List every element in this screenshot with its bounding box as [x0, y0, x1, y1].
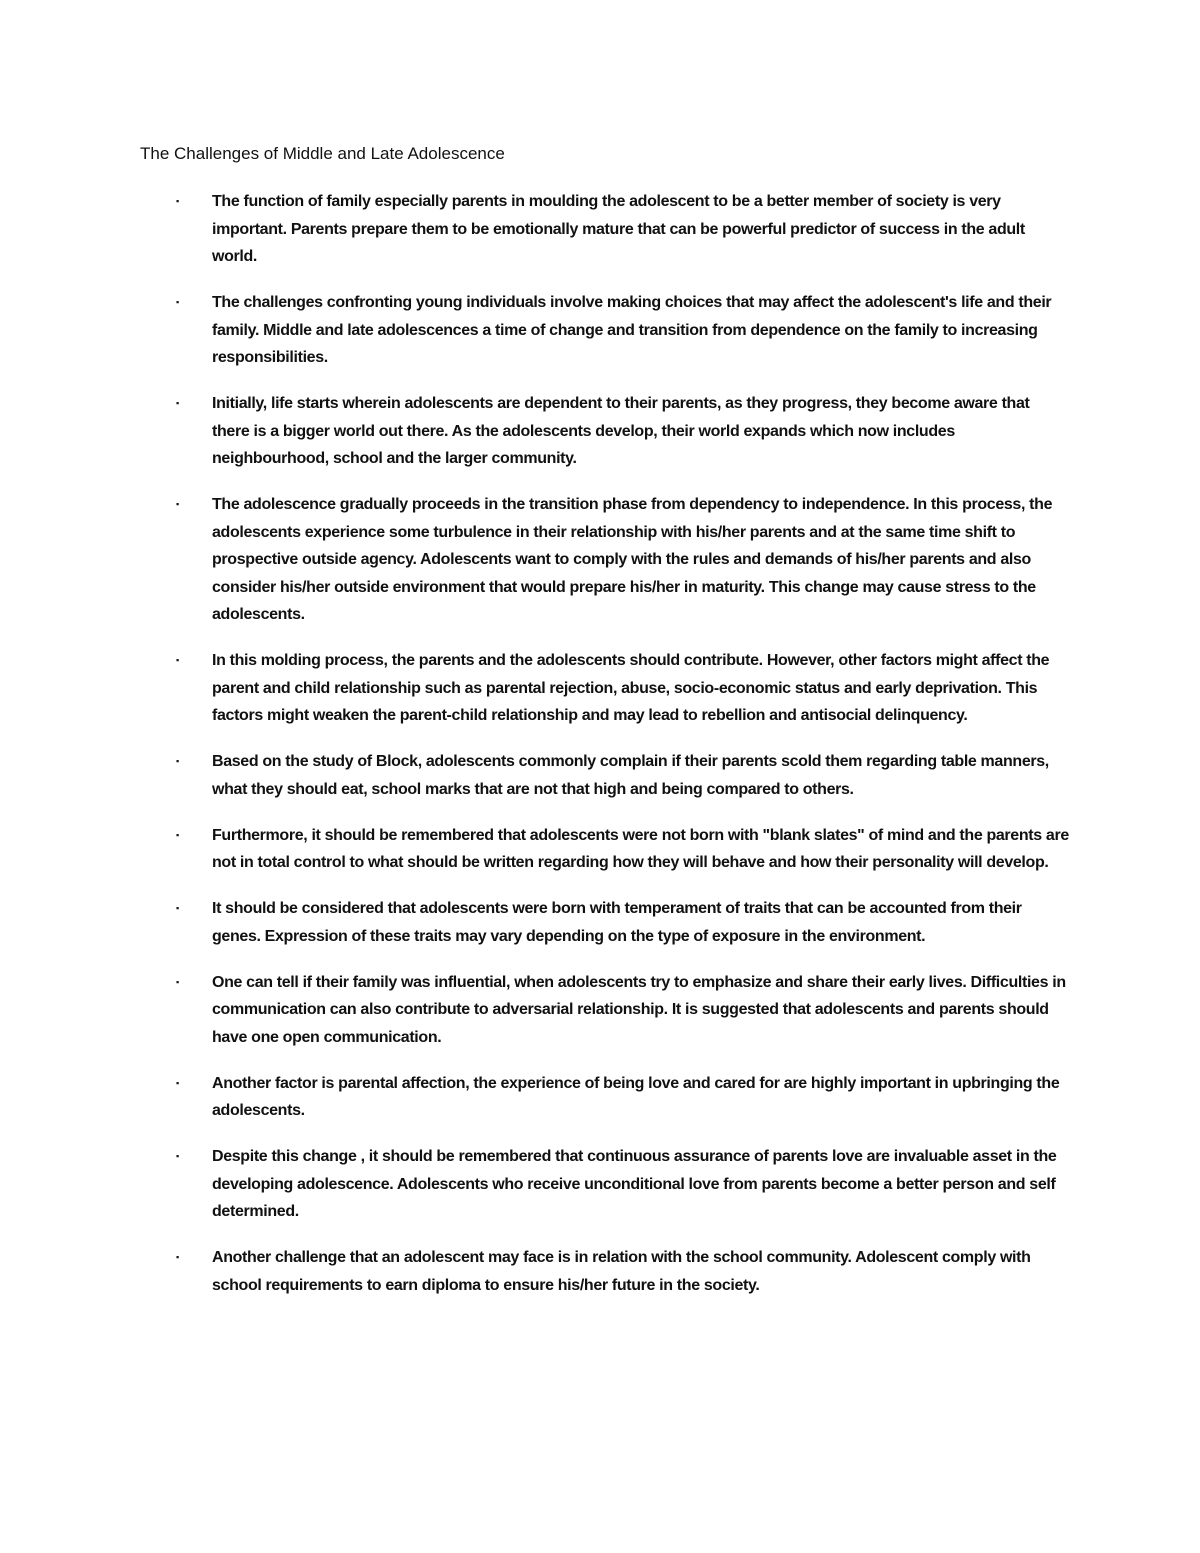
bullet-marker-icon: ▪ [176, 196, 179, 206]
bullet-item-6 [0, 748, 1200, 803]
bullet-marker-icon: ▪ [176, 499, 179, 509]
bullet-item-7 [0, 822, 1200, 877]
bullet-marker-icon: ▪ [176, 1151, 179, 1161]
bullet-item-12 [0, 1244, 1200, 1299]
bullet-item-8 [0, 895, 1200, 950]
bullet-text: It should be considered that adolescents were born with temperament of traits that can be accounted from their genes. Expression of these traits may vary depending on the type of exposure in the environment. [212, 900, 1022, 945]
bullet-item-2 [0, 289, 1200, 372]
bullet-text: The challenges confronting young individuals involve making choices that may affect the adolescent's life and their family. Middle and late adolescences a time of change and transition from dependence on the family to increasing responsibilities. [212, 294, 1052, 366]
bullet-text: Another factor is parental affection, the experience of being love and cared for are highly important in upbringing the adolescents. [212, 1074, 1060, 1119]
bullet-text: Another challenge that an adolescent may face is in relation with the school community. Adolescent comply with school requirements to earn diploma to ensure his/her future in the society. [212, 1249, 1031, 1294]
bullet-marker-icon: ▪ [176, 655, 179, 665]
bullet-item-4 [0, 491, 1200, 629]
bullet-text: The adolescence gradually proceeds in the transition phase from dependency to independence. In this process, the adolescents experience some turbulence in their relationship with his/her parents and at the same time shift to prospective outside agency. Adolescents want to comply with the rules and demands of his/her parents and also consider his/her outside environment that would prepare his/her in maturity. This change may cause stress to the adolescents. [212, 496, 1053, 623]
bullet-text: Initially, life starts wherein adolescents are dependent to their parents, as they progress, they become aware that there is a bigger world out there. As the adolescents develop, their world expands which now includes neighbourhood, school and the larger community. [212, 395, 1030, 467]
bullet-text: One can tell if their family was influential, when adolescents try to emphasize and share their early lives. Difficulties in communication can also contribute to adversarial relationship. It is suggested that adolescents and parents should have one open communication. [212, 973, 1066, 1046]
bullet-marker-icon: ▪ [176, 756, 179, 766]
bullet-text: The function of family especially parents in moulding the adolescent to be a better member of society is very important. Parents prepare them to be emotionally mature that can be powerful predictor of success in the adult world. [212, 193, 1025, 265]
page-title: The Challenges of Middle and Late Adolescence [140, 144, 505, 163]
bullet-list [0, 188, 1200, 1318]
bullet-item-3 [0, 390, 1200, 473]
bullet-marker-icon: ▪ [176, 297, 179, 307]
bullet-marker-icon: ▪ [176, 398, 179, 408]
bullet-text: Furthermore, it should be remembered that adolescents were not born with "blank slates" of mind and the parents are not in total control to what should be written regarding how they will behave and how their personality will develop. [212, 826, 1069, 871]
bullet-marker-icon: ▪ [176, 1252, 179, 1262]
bullet-text: Despite this change , it should be remembered that continuous assurance of parents love are invaluable asset in the developing adolescence. Adolescents who receive unconditional love from parents become a better person and self determined. [212, 1148, 1057, 1220]
bullet-marker-icon: ▪ [176, 1077, 179, 1088]
bullet-item-5 [0, 647, 1200, 730]
bullet-marker-icon: ▪ [176, 976, 179, 987]
bullet-text: Based on the study of Block, adolescents commonly complain if their parents scold them regarding table manners, what they should eat, school marks that are not that high and being compared to others. [212, 753, 1049, 798]
bullet-item-10 [0, 1070, 1200, 1125]
bullet-item-1 [0, 188, 1200, 271]
bullet-item-11 [0, 1143, 1200, 1226]
bullet-marker-icon: ▪ [176, 903, 179, 913]
bullet-item-9 [0, 969, 1200, 1052]
bullet-text: In this molding process, the parents and the adolescents should contribute. However, other factors might affect the parent and child relationship such as parental rejection, abuse, socio-economic status and early deprivation. This factors might weaken the parent-child relationship and may lead to rebellion and antisocial delinquency. [212, 652, 1050, 724]
bullet-marker-icon: ▪ [176, 829, 179, 840]
